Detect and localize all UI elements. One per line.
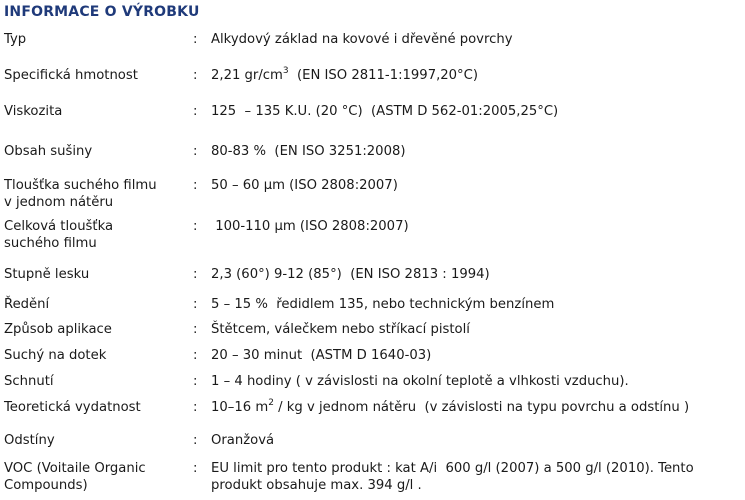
label-line: Obsah sušiny bbox=[4, 144, 93, 159]
label-line: Teoretická vydatnost bbox=[4, 400, 141, 415]
value-text: 10–16 m bbox=[211, 400, 269, 415]
value-line: 5 – 15 % ředidlem 135, nebo technickým benzínem bbox=[211, 297, 555, 312]
value-line: Oranžová bbox=[211, 433, 275, 448]
value-line: 20 – 30 minut (ASTM D 1640-03) bbox=[211, 348, 432, 363]
value-suchy-na-dotek bbox=[211, 347, 741, 364]
colon: : bbox=[193, 433, 198, 448]
colon: : bbox=[193, 144, 198, 159]
label-teoreticka-vydatnost bbox=[4, 399, 189, 416]
label-line: Specifická hmotnost bbox=[4, 68, 138, 83]
label-line: Celková tloušťka bbox=[4, 219, 114, 234]
value-text-suffix: / kg v jednom nátěru (v závislosti na typu povrchu a odstínu ) bbox=[273, 400, 690, 415]
label-voc bbox=[4, 460, 189, 494]
label-line: v jednom nátěru bbox=[4, 195, 114, 210]
label-viskozita bbox=[4, 103, 189, 120]
label-line: Suchý na dotek bbox=[4, 348, 107, 363]
value-typ bbox=[211, 31, 741, 48]
value-line: Alkydový základ na kovové i dřevěné povrchy bbox=[211, 32, 513, 47]
label-line: VOC (Voitaile Organic bbox=[4, 461, 146, 476]
label-line: suchého filmu bbox=[4, 236, 97, 251]
label-tloustka-sucheho-filmu bbox=[4, 177, 189, 211]
page-title: INFORMACE O VÝROBKU bbox=[4, 4, 200, 20]
value-zpusob-aplikace bbox=[211, 321, 741, 338]
colon: : bbox=[193, 178, 198, 193]
label-zpusob-aplikace bbox=[4, 321, 189, 338]
value-line: produkt obsahuje max. 394 g/l . bbox=[211, 478, 422, 493]
colon: : bbox=[193, 461, 198, 476]
label-line: Způsob aplikace bbox=[4, 322, 112, 337]
colon: : bbox=[193, 322, 198, 337]
colon: : bbox=[193, 267, 198, 282]
label-schnuti bbox=[4, 373, 189, 390]
label-celkova-tloustka bbox=[4, 218, 189, 252]
label-line: Viskozita bbox=[4, 104, 63, 119]
label-obsah-susiny bbox=[4, 143, 189, 160]
value-tloustka-sucheho-filmu bbox=[211, 177, 741, 194]
value-superscript: 2 bbox=[268, 397, 274, 408]
label-redeni bbox=[4, 296, 189, 313]
colon: : bbox=[193, 104, 198, 119]
value-text: 2,21 gr/cm bbox=[211, 68, 283, 83]
value-line: 50 – 60 µm (ISO 2808:2007) bbox=[211, 178, 398, 193]
colon: : bbox=[193, 32, 198, 47]
colon: : bbox=[193, 297, 198, 312]
label-typ bbox=[4, 31, 189, 48]
value-schnuti bbox=[211, 373, 741, 390]
value-teoreticka-vydatnost bbox=[211, 399, 741, 416]
label-odstiny bbox=[4, 432, 189, 449]
colon: : bbox=[193, 374, 198, 389]
label-line: Stupně lesku bbox=[4, 267, 90, 282]
label-line: Typ bbox=[4, 32, 27, 47]
value-redeni bbox=[211, 296, 741, 313]
colon: : bbox=[193, 348, 198, 363]
value-stupne-lesku bbox=[211, 266, 741, 283]
label-specificka-hmotnost bbox=[4, 67, 189, 84]
value-specificka-hmotnost bbox=[211, 67, 741, 84]
label-line: Ředění bbox=[4, 297, 50, 312]
label-line: Odstíny bbox=[4, 433, 55, 448]
value-voc bbox=[211, 460, 741, 494]
value-celkova-tloustka bbox=[211, 218, 741, 235]
label-line: Schnutí bbox=[4, 374, 54, 389]
label-line: Tloušťka suchého filmu bbox=[4, 178, 157, 193]
value-text-suffix: (EN ISO 2811-1:1997,20°C) bbox=[288, 68, 479, 83]
label-line: Compounds) bbox=[4, 478, 88, 493]
value-line: 100-110 µm (ISO 2808:2007) bbox=[211, 219, 409, 234]
value-line: Štětcem, válečkem nebo stříkací pistolí bbox=[211, 322, 470, 337]
value-line: 1 – 4 hodiny ( v závislosti na okolní teplotě a vlhkosti vzduchu). bbox=[211, 374, 629, 389]
value-obsah-susiny bbox=[211, 143, 741, 160]
colon: : bbox=[193, 400, 198, 415]
value-line: 125 – 135 K.U. (20 °C) (ASTM D 562-01:2005,25°C) bbox=[211, 104, 559, 119]
value-viskozita bbox=[211, 103, 741, 120]
value-line: EU limit pro tento produkt : kat A/i 600 g/l (2007) a 500 g/l (2010). Tento bbox=[211, 461, 694, 476]
colon: : bbox=[193, 68, 198, 83]
value-superscript: 3 bbox=[282, 65, 289, 76]
label-suchy-na-dotek bbox=[4, 347, 189, 364]
value-line: 80-83 % (EN ISO 3251:2008) bbox=[211, 144, 406, 159]
colon: : bbox=[193, 219, 198, 234]
value-odstiny bbox=[211, 432, 741, 449]
label-stupne-lesku bbox=[4, 266, 189, 283]
value-line: 2,3 (60°) 9-12 (85°) (EN ISO 2813 : 1994) bbox=[211, 267, 490, 282]
